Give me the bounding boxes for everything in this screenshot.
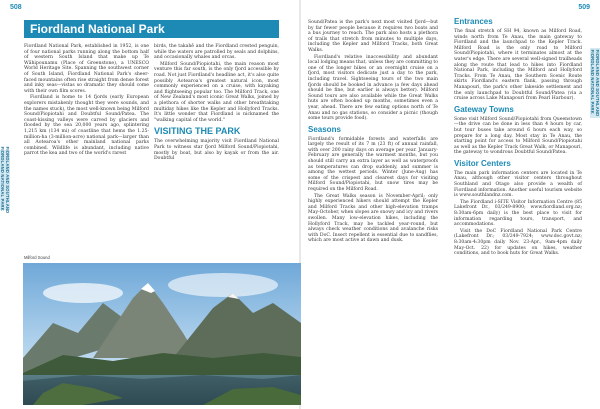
gateway-towns-heading: Gateway Towns	[454, 104, 514, 114]
left-column-2	[154, 44, 279, 163]
visitor-centers-heading: Visitor Centers	[454, 158, 511, 168]
doubtful-paragraph: Sound/Patea is the park's next most visited fjord—but by far fewer people because it requires two boats and a bus journey to reach. The park also hosts a plethora of trails that stretch from minutes to multiple days, including the Kepler and Milford Tracks, both Great Walks.	[308, 20, 438, 53]
wildlife-paragraph: birds, the takahē and the Fiordland crested penguin, while the waters are patrolled by seals and dolphins, and occasionally whales and orcas.	[154, 44, 279, 61]
left-side-tab-text: FIORDLAND AND SOUTHLAND FIORDLAND NATIONAL PARK	[0, 146, 10, 214]
left-side-tab	[0, 146, 10, 214]
fjords-paragraph: Fiordland is home to 14 fjords (early European explorers mistakenly thought they were sounds, and the names stuck), the most well-known being Milford Sound/Piopiotahi and Doubtful Sound/Patea. The coast-kissing valleys were carved by glaciers and flooded by the sea 20,000 years ago, splintering 1,215 km (134 mi) of coastline that hems the 1.25-million-ha (3-million-acre) national park—larger than all Aotearoa's other mainland national parks combined. Wildlife is abundant, including native parrot the kea and two of the world's rarest	[24, 95, 149, 157]
entrances-paragraph: The final stretch of SH 94, known as Milford Road, winds north from Te Anau, the main gateway to Fiordland and the launchpad to the Kepler Track. Milford Road is the only road to Milford Sound/Piopiotahi, where it terminates almost at the water's edge. There are several well-signed trailheads along the route that lead to hikes into Fiordland National Park, including the Milford and Hollyford Tracks. From Te Anau, the Southern Scenic Route skirts Fiordland's eastern flank, passing through Manapouri, the park's other lakeside settlement and the only launchpad to Doubtful Sound/Patea (via a cruise across Lake Manapouri from Pearl Harbour).	[454, 29, 582, 102]
milford-sound-photo	[23, 263, 301, 405]
gateway-towns-paragraph: Some visit Milford Sound/Piopiotahi from Queenstown—the drive can be done in less than 4 hours by car, but tour buses take around 6 hours each way, so prepare for a long day. Most stay in Te Anau, the starting point for access to Milford Sound/Piopiotahi as well as the Kepler Track Great Walk, or Manapouri, the gateway to wondrous Doubtful Sound/Patea.	[454, 116, 582, 156]
right-side-tab	[590, 48, 600, 118]
left-page-number: 508	[10, 4, 22, 11]
photo-caption: Milford Sound	[24, 255, 50, 260]
visiting-paragraph: The overwhelming majority visit Fiordland National Park to witness star fjord Milford Sound/Piopiotahi, mostly by boat, but also by kayak or from the air. Doubtful	[154, 139, 279, 162]
right-column-2	[454, 14, 582, 258]
entrances-heading: Entrances	[454, 17, 493, 26]
visiting-heading: VISITING THE PARK	[154, 126, 241, 137]
right-side-tab-text: FIORDLAND AND SOUTHLAND FIORDLAND NATIONAL PARK	[590, 49, 600, 117]
milford-paragraph: Milford Sound/Piopiotahi, the main reason most venture this far south, is the only fjord accessible by road. Not just Fiordland's headline act, it's also quite possibly Aotearoa's greatest natural icon, most commonly experienced on a cruise, with kayaking and flightseeing popular too. The Milford Track, one of New Zealand's most iconic Great Walks, joined by a plethora of shorter walks and other breathtaking multiday hikes like the Kepler and Hollyford Tracks. It's little wonder that Fiordland is nicknamed the "walking capital of the world."	[154, 61, 279, 123]
visitor-centers-paragraph-1: The main park information centers are located in Te Anau, although other visitor centers throughout Southland and Otago also provide a wealth of Fiordland information. Another useful tourism website is www.southlandnz.com.	[454, 170, 582, 199]
seasons-paragraph-1: Fiordland's formidable forests and waterfalls are largely the result of its 7 m (23 ft) of annual rainfall, with over 200 rainy days on average per year. January-February are generally the warmest months, but you should still carry an extra layer as well as waterproofs as temperatures can drop suddenly, and summer is among the wettest periods. Winter (June-Aug) has some of the crispest and clearest days for visiting Milford Sound/Piopiotahi, but snow tires may be required on the Milford Road.	[308, 136, 438, 193]
milford-sound-illustration	[23, 263, 301, 405]
chapter-title: Fiordland National Park	[30, 22, 165, 36]
chapter-title-banner	[24, 20, 279, 38]
visitor-centers-paragraph-3: Visit the DoC Fiordland National Park Centre (Lakefront Dr.; 03/249-7924; www.doc.govt.nz; 8:30am-4:30pm daily Nov. 23-Apr., 9am-4pm daily May-Oct. 22) for updates on hikes, weather conditions, and to book huts for Great Walks.	[454, 228, 582, 257]
right-column-1	[308, 20, 438, 245]
seasons-paragraph-2: The Great Walks season is November-April; only highly experienced hikers should attempt the Kepler and Milford Tracks and other high-elevation tramps May-October, when slopes are snowy and icy and rivers swollen. Many low-elevation hikes, including the Hollyford Track, may be tackled year-round, but always check weather conditions and avalanche risks with DoC. Insect repellent is essential due to sandflies, which are most active at dawn and dusk.	[308, 193, 438, 244]
seasons-heading: Seasons	[308, 124, 341, 134]
intro-paragraph: Fiordland National Park, established in 1952, is one of four national parks running along the bottom half of western South Island that make up Te Wāhipounamu (Place of Greenstone), a UNESCO World Heritage Site. Spanning the southwest corner of South Island, Fiordland National Park's sheer-faced mountains often rise straight from dense forest and inky seas—vistas so dramatic they should come with their own film scores.	[24, 44, 149, 94]
visitor-centers-paragraph-2: The Fiordland i-SITE Visitor Information Centre (85 Lakefront Dr., 03/249-8900; www.fiordland.org.nz; 8:30am-6pm daily) is the best place to visit for information regarding tours, transport, and accommodations.	[454, 199, 582, 228]
planning-paragraph: Fiordland's relative inaccessibility and abundant local lodging means that, unless they are committing to one of the longer hikes or an overnight cruise on a fjord, most visitors dedicate just a day to the park, including travel. Sightseeing tours of the two main fjords should be booked in advance (a few days ahead should be fine, but earlier is always better). Milford Sound tours are also available while the Great Walks huts are often booked up months, sometimes even a year, ahead. There are few eating options north of Te Anau and no gas stations, so consider a picnic (though some tours provide food).	[308, 54, 438, 122]
left-column-1	[24, 44, 149, 158]
right-page-number: 509	[578, 4, 590, 11]
